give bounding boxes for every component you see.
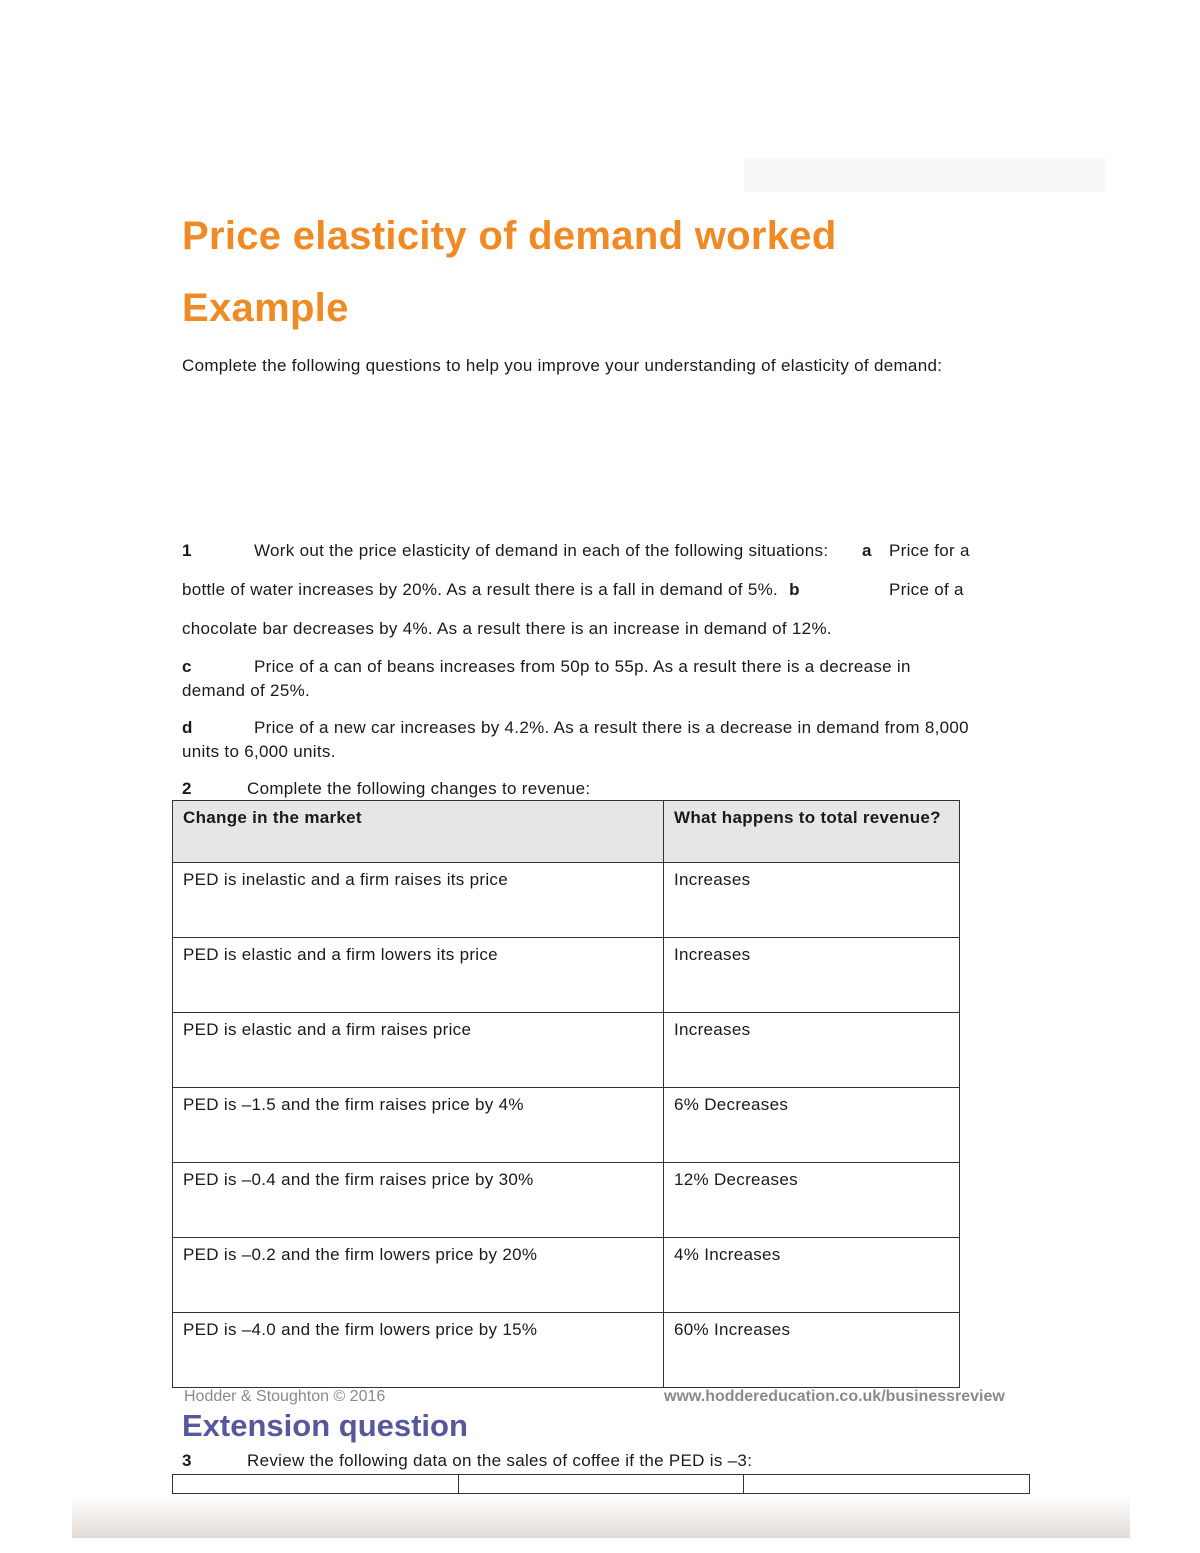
table-header-cell: What happens to total revenue? <box>664 801 960 863</box>
table-row <box>173 1088 960 1163</box>
table-row <box>173 1475 1030 1494</box>
table-cell: 6% Decreases <box>664 1088 960 1163</box>
table-cell: 60% Increases <box>664 1313 960 1388</box>
page-bottom-shadow <box>72 1494 1130 1538</box>
table-row <box>173 1238 960 1313</box>
table-cell: PED is –1.5 and the firm raises price by 4% <box>173 1088 664 1163</box>
question-1a-start: Price for a <box>889 541 970 560</box>
page-title-line-2: Example <box>182 286 349 330</box>
table-cell: Increases <box>664 1013 960 1088</box>
question-1d-line-2: units to 6,000 units. <box>182 742 336 761</box>
extension-heading: Extension question <box>182 1408 468 1443</box>
table-cell: 12% Decreases <box>664 1163 960 1238</box>
question-1a-text: bottle of water increases by 20%. As a result there is a fall in demand of 5%. <box>182 580 779 599</box>
question-1-number: 1 <box>182 541 192 560</box>
question-3-text: Review the following data on the sales of coffee if the PED is –3: <box>247 1451 753 1470</box>
table-cell: 4% Increases <box>664 1238 960 1313</box>
question-1c-line-2: demand of 25%. <box>182 681 311 700</box>
coffee-data-table <box>172 1474 1030 1494</box>
table-row <box>173 1313 960 1388</box>
question-2-text: Complete the following changes to revenue: <box>247 779 591 798</box>
question-1c-label: c <box>182 657 192 676</box>
question-1a-label: a <box>862 541 872 560</box>
table-row <box>173 1013 960 1088</box>
table-cell <box>173 1475 459 1494</box>
table-cell: PED is inelastic and a firm raises its price <box>173 863 664 938</box>
table-header-row <box>173 801 960 863</box>
table-cell: Increases <box>664 863 960 938</box>
table-row <box>173 1163 960 1238</box>
question-3-number: 3 <box>182 1451 192 1470</box>
question-1-text: Work out the price elasticity of demand in each of the following situations: <box>254 541 829 560</box>
question-2-number: 2 <box>182 779 192 798</box>
question-1b-label: b <box>789 580 800 599</box>
table-cell: PED is –4.0 and the firm lowers price by 15% <box>173 1313 664 1388</box>
question-1d-label: d <box>182 718 193 737</box>
question-1c-line <box>182 657 911 677</box>
table-cell: PED is –0.2 and the firm lowers price by 20% <box>173 1238 664 1313</box>
question-1-line <box>182 541 970 561</box>
question-1d-line <box>182 718 969 738</box>
question-1b-line: chocolate bar decreases by 4%. As a result there is an increase in demand of 12%. <box>182 619 832 638</box>
question-1c-text: Price of a can of beans increases from 50p to 55p. As a result there is a decrease in <box>254 657 911 676</box>
header-placeholder <box>744 158 1106 192</box>
table-cell <box>744 1475 1030 1494</box>
intro-text: Complete the following questions to help you improve your understanding of elasticity of demand: <box>182 356 943 375</box>
footer-copyright: Hodder & Stoughton © 2016 <box>184 1388 386 1405</box>
table-cell <box>458 1475 744 1494</box>
table-row <box>173 938 960 1013</box>
question-1a-line <box>182 580 964 600</box>
table-cell: PED is elastic and a firm raises price <box>173 1013 664 1088</box>
table-row <box>173 863 960 938</box>
page-title-line-1: Price elasticity of demand worked <box>182 214 837 258</box>
question-3-line <box>182 1451 753 1471</box>
revenue-table <box>172 800 960 1388</box>
table-cell: PED is elastic and a firm lowers its price <box>173 938 664 1013</box>
question-2-line <box>182 779 591 799</box>
table-cell: Increases <box>664 938 960 1013</box>
question-1b-start: Price of a <box>889 580 964 599</box>
footer-url: www.hoddereducation.co.uk/businessreview <box>664 1388 1005 1405</box>
table-header-cell: Change in the market <box>173 801 664 863</box>
question-1d-text: Price of a new car increases by 4.2%. As a result there is a decrease in demand from 8,000 <box>254 718 969 737</box>
table-cell: PED is –0.4 and the firm raises price by 30% <box>173 1163 664 1238</box>
